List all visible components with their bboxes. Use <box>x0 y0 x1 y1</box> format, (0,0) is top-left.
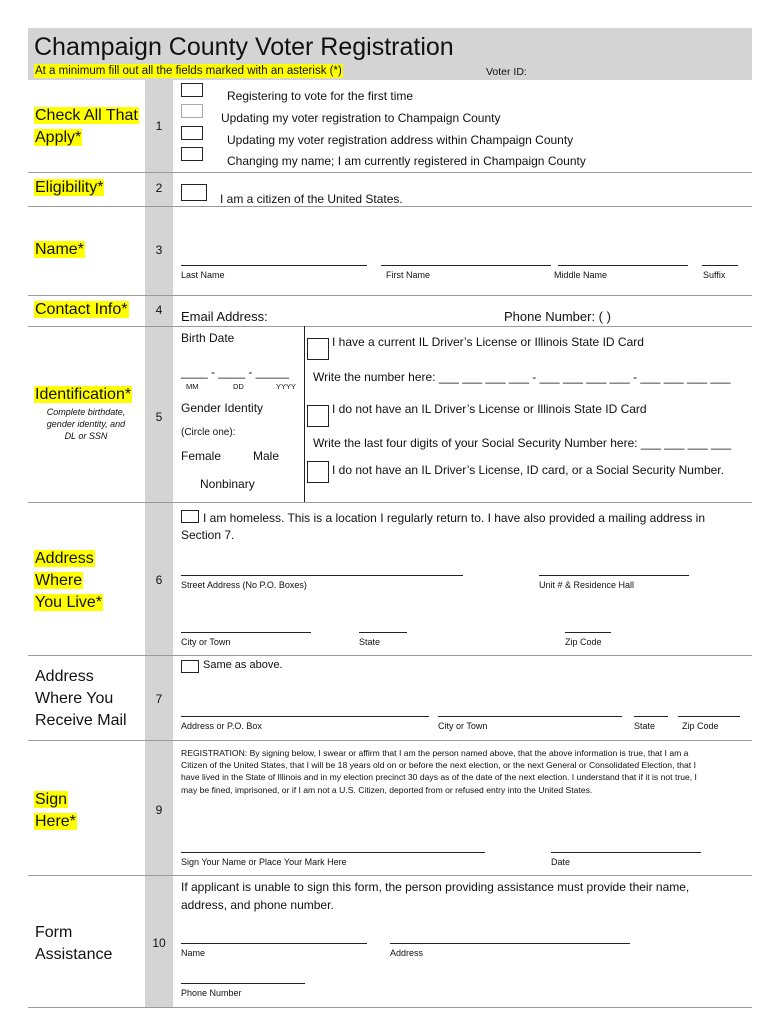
section-number-column <box>145 80 173 1008</box>
section-10-label: Form Assistance <box>35 924 113 963</box>
date-caption: Date <box>551 857 571 867</box>
update-address-label: Updating my voter registration address within Champaign County <box>227 133 574 147</box>
dl-number-input[interactable]: Write the number here: ___ ___ ___ ___ - ___ ___ ___ ___ - ___ ___ ___ ___ <box>313 370 731 384</box>
divider <box>28 326 752 327</box>
registration-oath: REGISTRATION: By signing below, I swear or affirm that I am the person named above, that the above information is true, that I am a Citizen of the United States, that I will be 18 years old on or before the next election, or the next General or Consolidated Election, that I have lived in the State of Illinois and in my election precinct 30 days as of the date of the next election. I understand that if it is not true, I may be fined, imprisoned, or if I am not a U.S. Citizen, deported from or refused entry into the United States. <box>181 748 697 795</box>
divider <box>28 172 752 173</box>
ssn-digits-input[interactable]: Write the last four digits of your Social Security Number here: ___ ___ ___ ___ <box>313 436 732 450</box>
unit-line[interactable] <box>539 575 689 576</box>
mail-state-line[interactable] <box>634 716 668 717</box>
last-name-line[interactable] <box>181 265 367 266</box>
assistant-address-line[interactable] <box>390 943 630 944</box>
email-label: Email Address: <box>181 309 268 324</box>
gender-identity-label: Gender Identity <box>181 401 264 415</box>
mail-address-caption: Address or P.O. Box <box>181 721 262 731</box>
assistance-intro: If applicant is unable to sign this form, the person providing assistance must provide their name, <box>181 880 690 894</box>
ssn-option-label: I do not have an IL Driver’s License or Illinois State ID Card <box>332 402 647 416</box>
form-header <box>28 28 752 80</box>
signature-line[interactable] <box>181 852 485 853</box>
gender-female-option[interactable]: Female <box>181 449 222 463</box>
last-name-caption: Last Name <box>181 270 225 280</box>
middle-name-line[interactable] <box>558 265 688 266</box>
section-2-number: 2 <box>155 181 163 195</box>
homeless-checkbox[interactable] <box>181 510 199 523</box>
state-caption: State <box>359 637 381 647</box>
section-9-label: Sign Here* <box>35 791 76 830</box>
yyyy-caption: YYYY <box>276 382 297 391</box>
mail-zip-line[interactable] <box>678 716 740 717</box>
no-id-checkbox[interactable] <box>307 461 329 483</box>
gender-male-option[interactable]: Male <box>253 449 280 463</box>
divider <box>28 655 752 656</box>
divider <box>28 295 752 296</box>
homeless-label-cont: Section 7. <box>181 528 235 542</box>
section-5-number: 5 <box>155 410 163 424</box>
first-time-label: Registering to vote for the first time <box>227 89 414 103</box>
divider <box>28 206 752 207</box>
citizen-label: I am a citizen of the United States. <box>220 192 403 206</box>
mm-caption: MM <box>186 382 199 391</box>
divider <box>28 1007 752 1008</box>
signature-caption: Sign Your Name or Place Your Mark Here <box>181 857 347 867</box>
mail-city-caption: City or Town <box>438 721 488 731</box>
section-7-label: Address Where You Receive Mail <box>35 668 127 729</box>
divider <box>304 326 305 502</box>
mail-state-caption: State <box>634 721 656 731</box>
section-10-number: 10 <box>152 936 166 950</box>
assistant-address-caption: Address <box>390 948 424 958</box>
no-id-label: I do not have an IL Driver’s License, ID card, or a Social Security Number. <box>332 463 724 477</box>
mail-zip-caption: Zip Code <box>682 721 719 731</box>
suffix-line[interactable] <box>702 265 738 266</box>
update-address-checkbox[interactable] <box>181 126 203 140</box>
ssn-checkbox[interactable] <box>307 405 329 427</box>
change-name-checkbox[interactable] <box>181 147 203 161</box>
same-as-above-label: Same as above. <box>203 659 283 671</box>
first-name-caption: First Name <box>386 270 431 280</box>
first-time-checkbox[interactable] <box>181 83 203 97</box>
section-4-number: 4 <box>155 303 163 317</box>
mail-address-line[interactable] <box>181 716 429 717</box>
assistant-phone-line[interactable] <box>181 983 305 984</box>
middle-name-caption: Middle Name <box>554 270 608 280</box>
voter-id-label: Voter ID: <box>486 66 527 78</box>
section-4-label: Contact Info* <box>35 301 128 318</box>
section-1-number: 1 <box>155 119 163 133</box>
birth-date-label: Birth Date <box>181 331 235 345</box>
citizen-checkbox[interactable] <box>181 184 207 201</box>
phone-label: Phone Number: ( ) <box>504 309 611 324</box>
form-subtitle: At a minimum fill out all the fields marked with an asterisk (*) <box>35 65 342 77</box>
section-7-number: 7 <box>155 692 163 706</box>
divider <box>28 875 752 876</box>
street-address-line[interactable] <box>181 575 463 576</box>
city-caption: City or Town <box>181 637 231 647</box>
identification-note: Complete birthdate, gender identity, and DL or SSN <box>46 407 126 441</box>
section-5-label: Identification* <box>35 386 132 403</box>
assistant-name-line[interactable] <box>181 943 367 944</box>
dl-checkbox[interactable] <box>307 338 329 360</box>
state-line[interactable] <box>359 632 407 633</box>
circle-one-label: (Circle one): <box>181 427 236 438</box>
dl-option-label: I have a current IL Driver’s License or Illinois State ID Card <box>332 335 644 349</box>
section-3-number: 3 <box>155 243 163 257</box>
divider <box>28 740 752 741</box>
date-line[interactable] <box>551 852 701 853</box>
mail-city-line[interactable] <box>438 716 622 717</box>
homeless-label: I am homeless. This is a location I regularly return to. I have also provided a mailing address in <box>203 511 706 525</box>
unit-caption: Unit # & Residence Hall <box>539 580 635 590</box>
suffix-caption: Suffix <box>703 270 726 280</box>
assistant-phone-caption: Phone Number <box>181 988 242 998</box>
form-title: Champaign County Voter Registration <box>34 33 454 61</box>
city-line[interactable] <box>181 632 311 633</box>
change-name-label: Changing my name; I am currently registered in Champaign County <box>227 154 586 168</box>
section-3-label: Name* <box>35 241 84 258</box>
section-1-label: Check All That Apply* <box>35 107 138 146</box>
street-caption: Street Address (No P.O. Boxes) <box>181 580 307 590</box>
dd-caption: DD <box>233 382 244 391</box>
section-6-label: Address Where You Live* <box>35 550 103 611</box>
update-county-checkbox[interactable] <box>181 104 203 118</box>
section-9-number: 9 <box>155 803 163 817</box>
assistance-intro-cont: address, and phone number. <box>181 898 334 912</box>
birth-date-input[interactable]: ____ - ____ - _____ <box>181 365 290 379</box>
zip-line[interactable] <box>565 632 611 633</box>
zip-caption: Zip Code <box>565 637 602 647</box>
section-2-label: Eligibility* <box>35 179 104 196</box>
divider <box>28 502 752 503</box>
gender-nonbinary-option[interactable]: Nonbinary <box>200 477 255 491</box>
same-as-above-checkbox[interactable] <box>181 660 199 673</box>
first-name-line[interactable] <box>381 265 551 266</box>
section-6-number: 6 <box>155 573 163 587</box>
update-county-label: Updating my voter registration to Champaign County <box>221 111 501 125</box>
assistant-name-caption: Name <box>181 948 206 958</box>
